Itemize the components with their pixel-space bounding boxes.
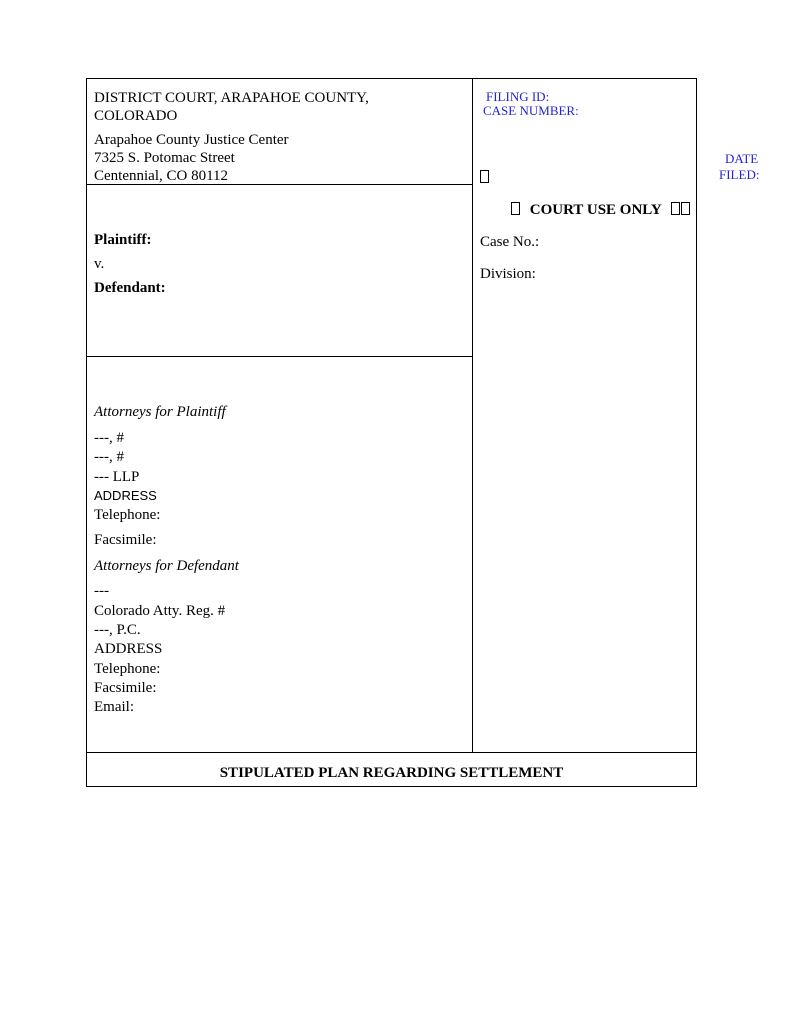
checkbox-icon [480, 170, 489, 183]
case-no-label: Case No.: [480, 234, 540, 250]
defendant-attorney-reg: Colorado Atty. Reg. # [94, 603, 226, 619]
box-glyph-marker [480, 169, 489, 187]
document-title: STIPULATED PLAN REGARDING SETTLEMENT [219, 765, 564, 781]
checkbox-icon [511, 202, 520, 215]
plaintiff-firm: --- LLP [94, 469, 140, 485]
filing-id-label: FILING ID: [486, 89, 550, 104]
court-use-only-label: COURT USE ONLY [529, 202, 662, 218]
checkbox-icon [681, 202, 690, 215]
defendant-attorneys-heading: Attorneys for Defendant [94, 558, 239, 574]
court-use-only-row [511, 201, 690, 219]
plaintiff-attorney-line2: ---, # [94, 449, 124, 465]
date-filed-line1: DATE [725, 151, 759, 166]
court-address-line3: Centennial, CO 80112 [94, 168, 229, 184]
defendant-attorney-line1: --- [94, 583, 109, 599]
title-section-divider [87, 752, 696, 753]
plaintiff-label: Plaintiff: [94, 232, 152, 248]
court-address-line1: Arapahoe County Justice Center [94, 132, 289, 148]
court-name-line2: COLORADO [94, 108, 178, 124]
division-label: Division: [480, 266, 536, 282]
plaintiff-telephone: Telephone: [94, 507, 161, 523]
defendant-email: Email: [94, 699, 134, 715]
plaintiff-facsimile: Facsimile: [94, 532, 157, 548]
case-number-label: CASE NUMBER: [483, 103, 579, 118]
defendant-label: Defendant: [94, 280, 166, 296]
date-filed-line2: FILED: [719, 167, 760, 182]
caption-vertical-divider [472, 79, 473, 753]
plaintiff-address: ADDRESS [94, 488, 157, 503]
defendant-facsimile: Facsimile: [94, 680, 157, 696]
plaintiff-attorneys-heading: Attorneys for Plaintiff [94, 404, 226, 420]
defendant-address: ADDRESS [94, 641, 163, 657]
court-name-line1: DISTRICT COURT, ARAPAHOE COUNTY, [94, 90, 369, 106]
defendant-telephone: Telephone: [94, 661, 161, 677]
plaintiff-attorney-line1: ---, # [94, 430, 124, 446]
case-caption-table [86, 78, 697, 787]
court-address-line2: 7325 S. Potomac Street [94, 150, 235, 166]
defendant-firm: ---, P.C. [94, 622, 141, 638]
parties-section-divider [87, 356, 472, 357]
versus-label: v. [94, 256, 105, 272]
checkbox-icon [671, 202, 680, 215]
